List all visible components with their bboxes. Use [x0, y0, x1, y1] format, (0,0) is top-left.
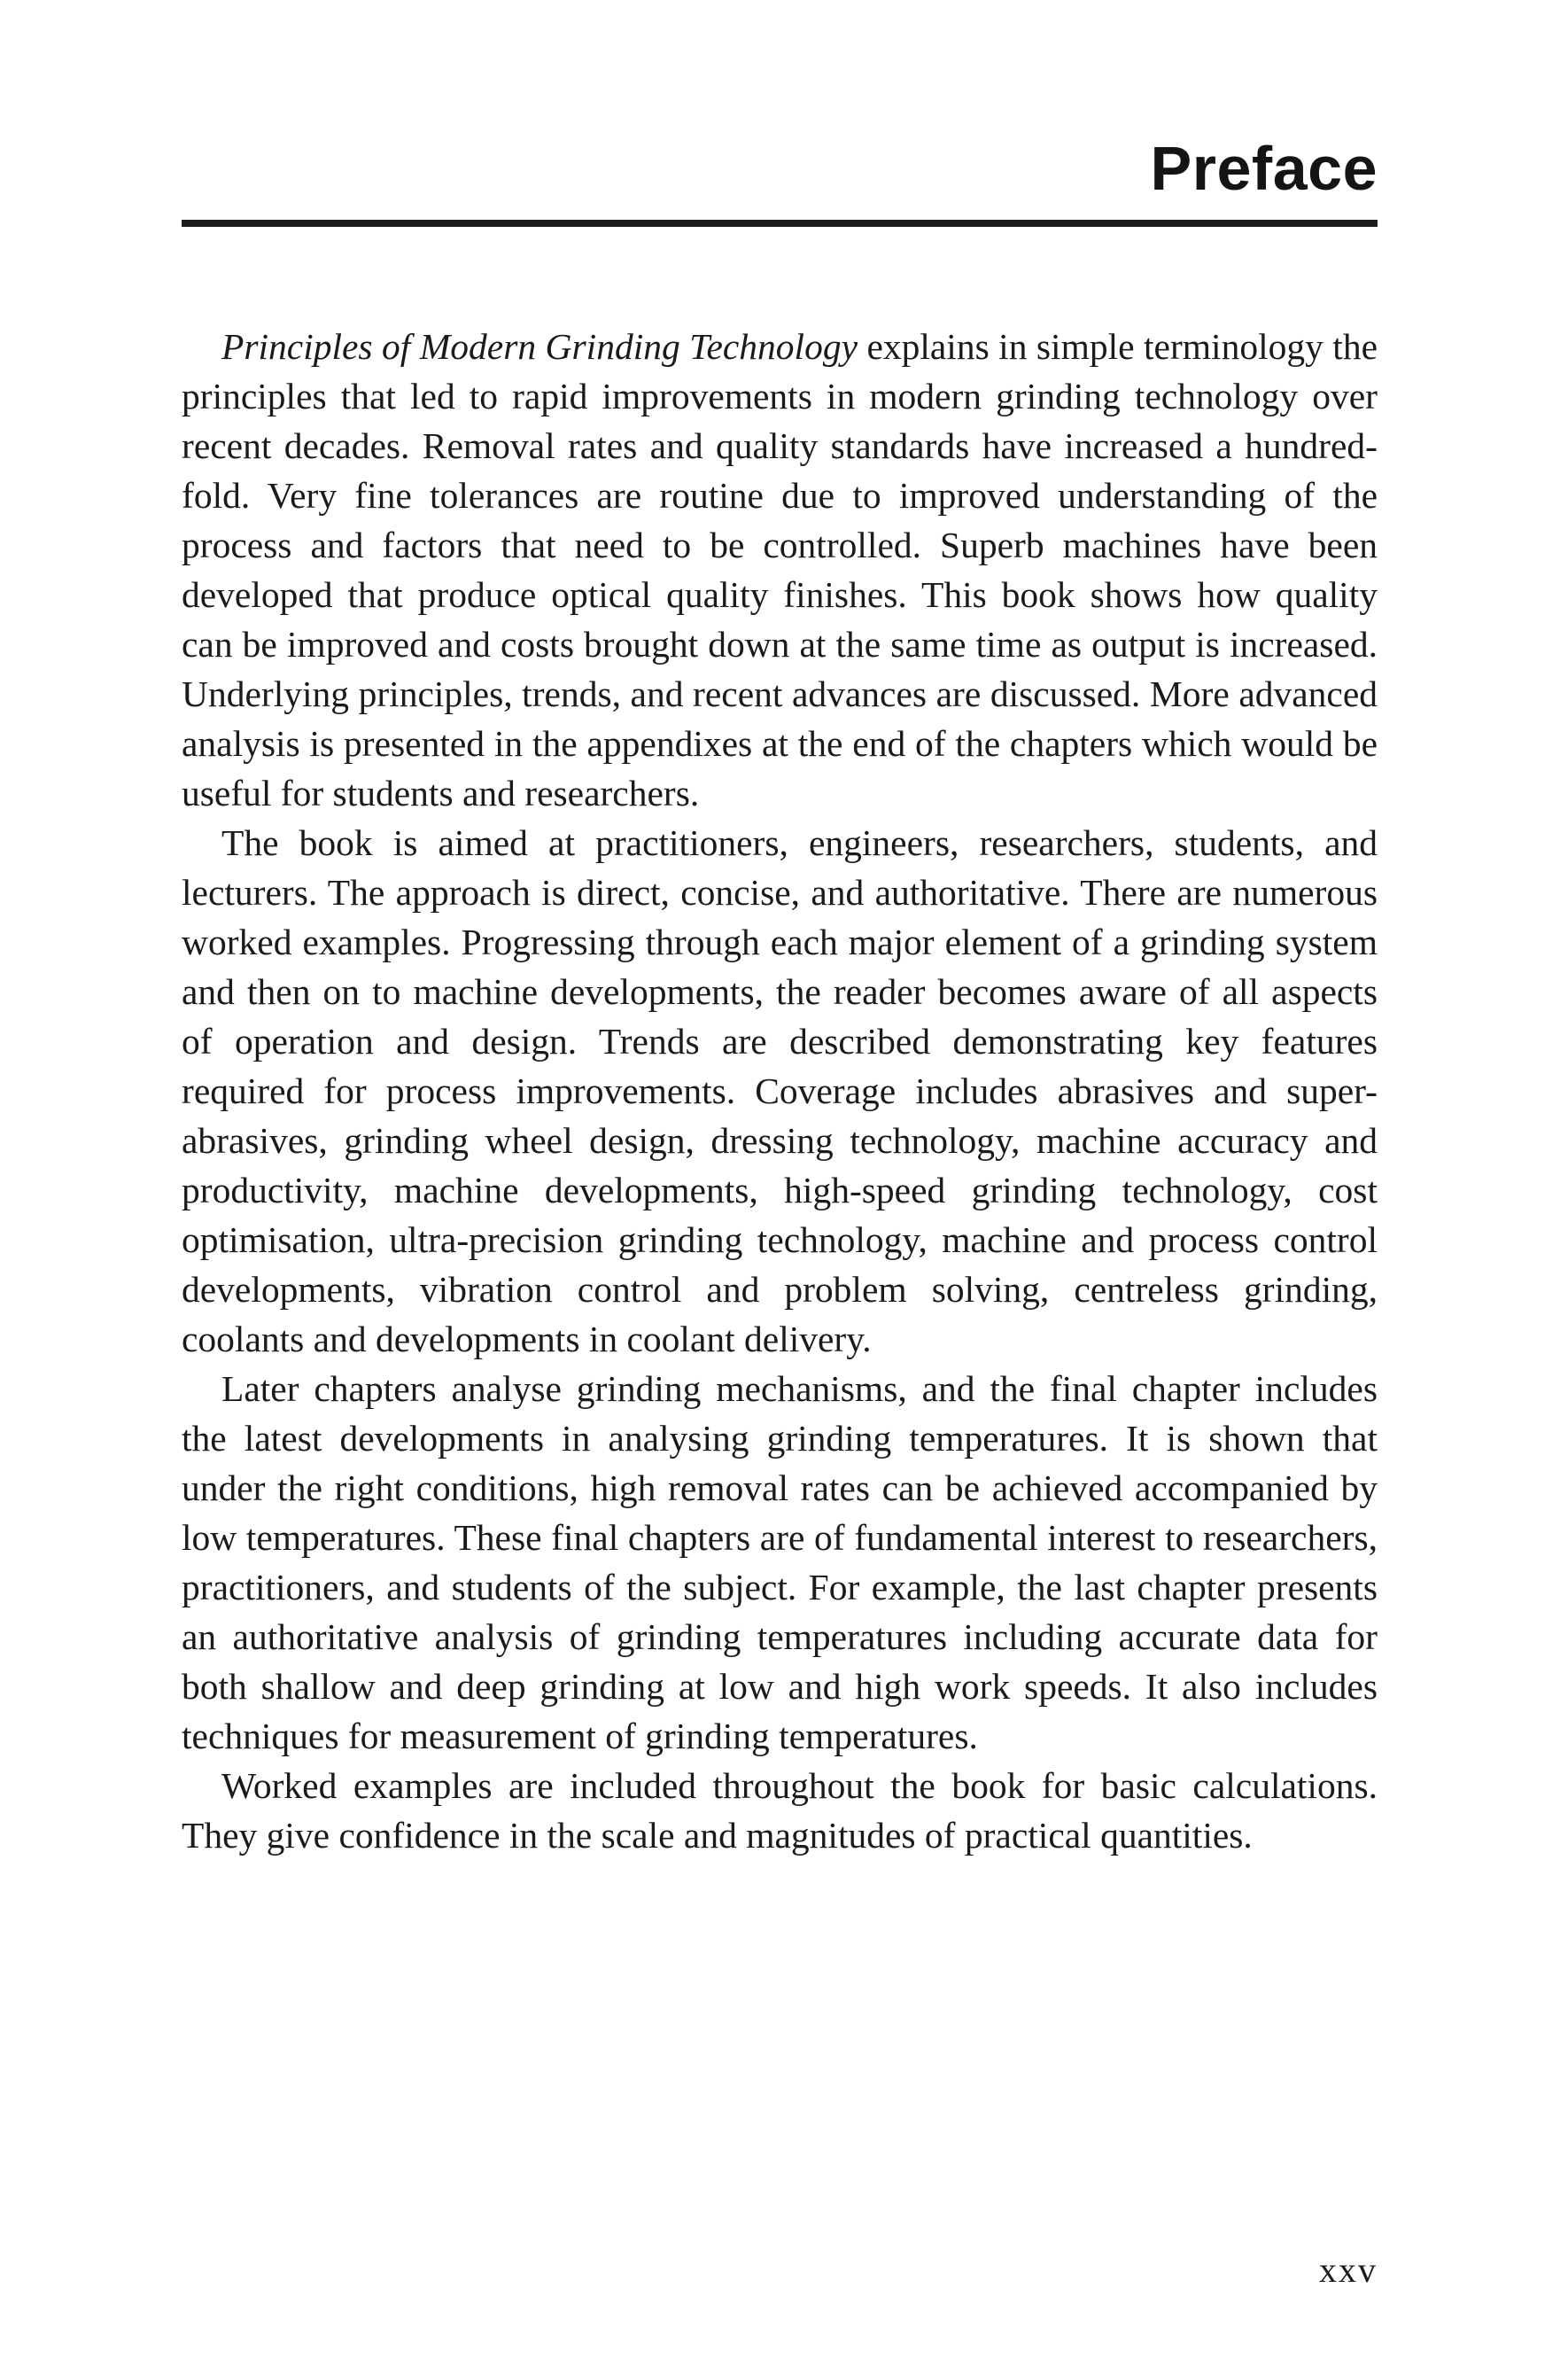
paragraph-2: The book is aimed at practitioners, engineers, researchers, students, and lecturers. The approach is direct, concise, and authoritative. There are numerous worked examples. Progressing through each major element of a grinding system and then on to machine developments, the reader becomes aware of all aspects of operation and design. Trends are described demonstrating key features required for process improvements. Coverage includes abrasives and super-abrasives, grinding wheel design, dressing technology, machine accuracy and productivity, machine developments, high-speed grinding technology, cost optimisation, ultra-precision grinding technology, machine and process control developments, vibration control and problem solving, centreless grinding, coolants and developments in coolant delivery.	[182, 822, 1378, 1359]
page-title: Preface	[1150, 134, 1378, 203]
paragraph-1	[182, 322, 1378, 818]
title-rule	[182, 220, 1378, 227]
paragraph-1-text: explains in simple terminology the principles that led to rapid improvements in modern grinding technology over recent decades. Removal rates and quality standards have increased a hundred-fold. Very fine tolerances are routine due to improved understanding of the process and factors that need to be controlled. Superb machines have been developed that produce optical quality finishes. This book shows how quality can be improved and costs brought down at the same time as output is increased. Underlying principles, trends, and recent advances are discussed. More advanced analysis is presented in the appendixes at the end of the chapters which would be useful for students and researchers.	[182, 326, 1378, 813]
paragraph-4: Worked examples are included throughout the book for basic calculations. They give confidence in the scale and magnitudes of practical quantities.	[182, 1765, 1378, 1856]
preface-body	[182, 322, 1378, 1860]
page-number: xxv	[1319, 2250, 1378, 2290]
paragraph-3: Later chapters analyse grinding mechanisms, and the final chapter includes the latest developments in analysing grinding temperatures. It is shown that under the right conditions, high removal rates can be achieved accompanied by low temperatures. These final chapters are of fundamental interest to researchers, practitioners, and students of the subject. For example, the last chapter presents an authoritative analysis of grinding temperatures including accurate data for both shallow and deep grinding at low and high work speeds. It also includes techniques for measurement of grinding temperatures.	[182, 1368, 1378, 1756]
book-title: Principles of Modern Grinding Technology	[221, 326, 858, 367]
